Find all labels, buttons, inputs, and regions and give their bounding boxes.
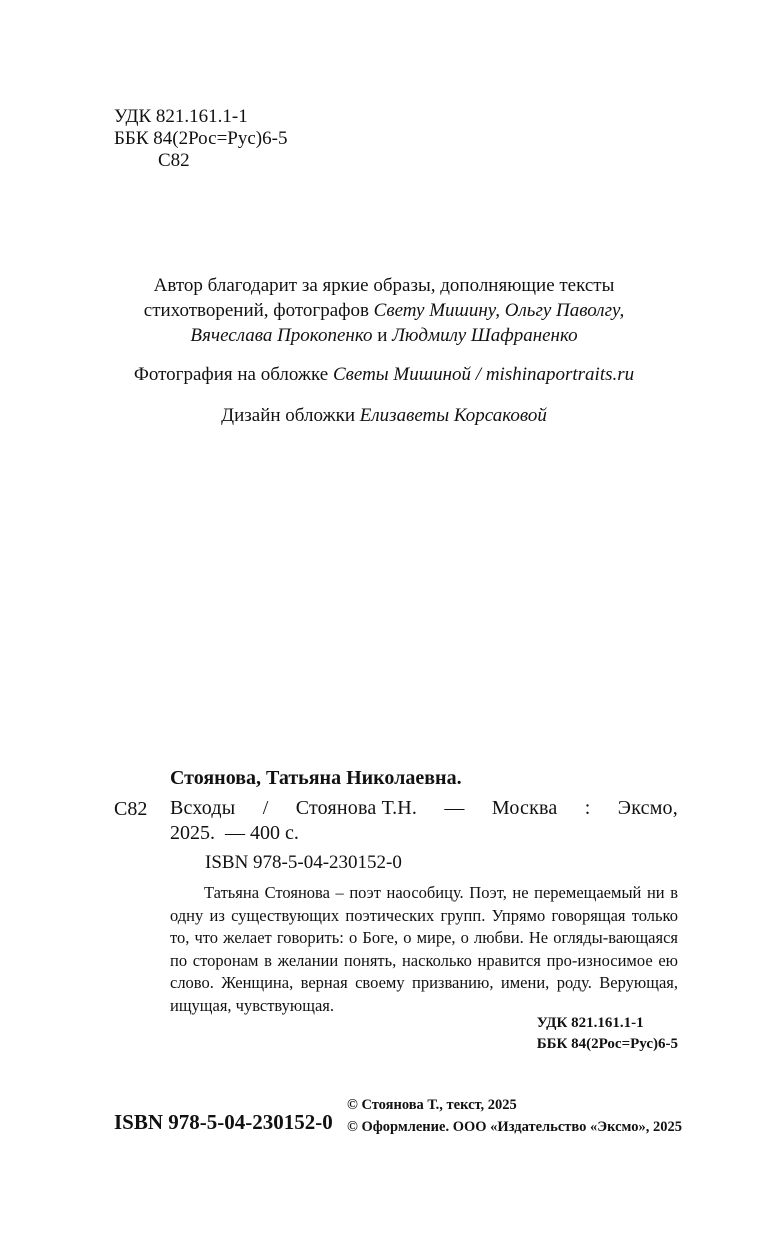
- ack-and: и: [372, 325, 393, 346]
- bib-place: Москва: [491, 797, 558, 819]
- photo-separator: /: [471, 364, 486, 385]
- copyright: [347, 1094, 682, 1138]
- bib-responsibility: Стоянова Т.Н.: [295, 797, 418, 819]
- bib-colon: :: [584, 797, 591, 819]
- annotation: Татьяна Стоянова – поэт наособицу. Поэт, не перемещаемый ни в одну из существующих поэтических групп. Упрямо говорящая только то, что желает говорить: о Боге, о мире, о любви. Не огляды-вающаяся по сторонам в желании понять, насколько нравится про-износимое ею слово. Женщина, верная своему призванию, имени, роду. Верующая, ищущая, чувствующая.: [170, 883, 678, 1015]
- footer-bbk: ББК 84(2Рос=Рус)6-5: [536, 1036, 678, 1052]
- isbn-bottom: ISBN 978-5-04-230152-0: [114, 1110, 333, 1134]
- photographer-site: mishinaportraits.ru: [485, 364, 635, 385]
- author-heading: Стоянова, Татьяна Николаевна.: [170, 767, 462, 789]
- footer-udk: УДК 821.161.1-1: [536, 1015, 644, 1031]
- ack-names-1: Свету Мишину, Ольгу Паволгу,: [373, 300, 625, 321]
- bib-line-2: 2025. — 400 с.: [170, 822, 299, 844]
- isbn-entry: ISBN 978-5-04-230152-0: [205, 852, 402, 873]
- photo-label: Фотография на обложке: [133, 364, 333, 385]
- footer-codes: [537, 1013, 678, 1055]
- udk-code: УДК 821.161.1-1: [114, 106, 248, 127]
- design-label: Дизайн обложки: [221, 405, 360, 426]
- designer-name: Елизаветы Корсаковой: [359, 405, 547, 426]
- bbk-code: ББК 84(2Рос=Рус)6-5: [114, 128, 288, 149]
- cover-photo-credit: [0, 362, 768, 387]
- copyright-design: © Оформление. ООО «Издательство «Эксмо», 2025: [347, 1119, 682, 1135]
- bib-publisher: Эксмо,: [617, 797, 678, 819]
- bib-slash: /: [262, 797, 269, 819]
- photographer-name: Светы Мишиной: [332, 364, 472, 385]
- cutter-mark: С82: [114, 798, 148, 820]
- classification-codes: [114, 106, 287, 172]
- acknowledgement: [0, 273, 768, 348]
- bib-line-1: [170, 796, 678, 821]
- bibliographic-description: [170, 796, 678, 846]
- ack-names-3: Людмилу Шафраненко: [392, 325, 578, 346]
- bib-title: Всходы: [170, 797, 236, 819]
- bib-dash: —: [444, 797, 465, 819]
- author-mark: С82: [158, 150, 190, 171]
- ack-names-2: Вячеслава Прокопенко: [190, 325, 373, 346]
- ack-line-1: Автор благодарит за яркие образы, дополняющие тексты: [153, 275, 615, 296]
- cover-design-credit: [0, 403, 768, 428]
- copyright-text: © Стоянова Т., текст, 2025: [347, 1097, 517, 1113]
- ack-line-2: [0, 298, 768, 323]
- ack-prefix: стихотворений, фотографов: [143, 300, 374, 321]
- ack-line-3: [0, 323, 768, 348]
